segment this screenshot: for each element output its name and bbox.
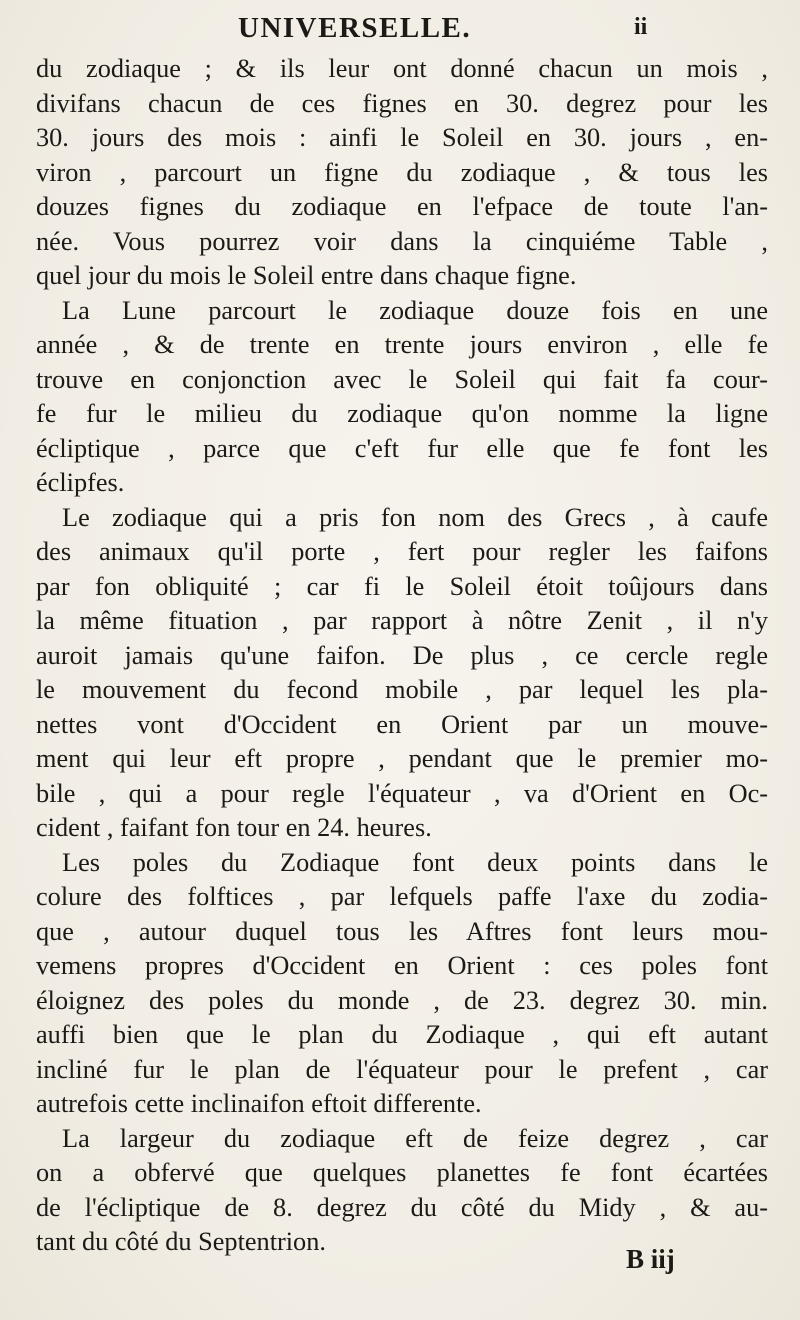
text-line: auroit jamais qu'une faifon. De plus , ce cercle regle xyxy=(36,640,768,670)
text-line: écliptique , parce que c'eft fur elle que fe font les xyxy=(36,433,768,463)
text-line: Les poles du Zodiaque font deux points dans le xyxy=(62,847,768,877)
running-head: UNIVERSELLE. xyxy=(238,12,472,44)
text-line: que , autour duquel tous les Aftres font leurs mou- xyxy=(36,916,768,946)
text-line: éloignez des poles du monde , de 23. degrez 30. min. xyxy=(36,985,768,1015)
text-line: tant du côté du Septentrion. xyxy=(36,1227,326,1256)
paragraph xyxy=(36,1122,768,1260)
text-line: divifans chacun de ces fignes en 30. degrez pour les xyxy=(36,88,768,118)
text-line: on a obfervé que quelques planettes fe font écartées xyxy=(36,1158,768,1187)
text-line: année , & de trente en trente jours environ , elle fe xyxy=(36,330,768,359)
paragraph xyxy=(36,294,768,501)
text-line: ment qui leur eft propre , pendant que le premier mo- xyxy=(36,744,768,773)
text-line: vemens propres d'Occident en Orient : ces poles font xyxy=(36,951,768,980)
text-line: La largeur du zodiaque eft de feize degrez , car xyxy=(62,1123,768,1153)
body-text xyxy=(36,52,768,1260)
text-line: le mouvement du fecond mobile , par lequel les pla- xyxy=(36,675,768,704)
page-header xyxy=(238,12,658,52)
text-line: bile , qui a pour regle l'équateur , va d'Orient en Oc- xyxy=(36,778,768,808)
text-line: La Lune parcourt le zodiaque douze fois en une xyxy=(62,295,768,325)
text-line: douzes fignes du zodiaque en l'efpace de toute l'an- xyxy=(36,192,768,221)
text-line: quel jour du mois le Soleil entre dans chaque figne. xyxy=(36,261,577,290)
text-line: par fon obliquité ; car fi le Soleil étoit toûjours dans xyxy=(36,571,768,601)
text-line: de l'écliptique de 8. degrez du côté du Midy , & au- xyxy=(36,1192,768,1222)
paragraph xyxy=(36,52,768,294)
text-line: des animaux qu'il porte , fert pour regler les faifons xyxy=(36,537,768,566)
text-line: viron , parcourt un figne du zodiaque , & tous les xyxy=(36,157,768,187)
text-line: du zodiaque ; & ils leur ont donné chacun un mois , xyxy=(36,54,768,83)
text-line: cident , faifant fon tour en 24. heures. xyxy=(36,813,432,842)
text-line: 30. jours des mois : ainfi le Soleil en 30. jours , en- xyxy=(36,123,768,152)
paragraph xyxy=(36,846,768,1122)
paragraph xyxy=(36,501,768,846)
text-line: autrefois cette inclinaifon eftoit differente. xyxy=(36,1089,482,1118)
text-line: trouve en conjonction avec le Soleil qui fait fa cour- xyxy=(36,364,768,394)
text-line: Le zodiaque qui a pris fon nom des Grecs , à caufe xyxy=(62,502,768,532)
signature-mark: B iij xyxy=(626,1244,675,1274)
text-line: fe fur le milieu du zodiaque qu'on nomme la ligne xyxy=(36,399,768,428)
text-line: la même fituation , par rapport à nôtre Zenit , il n'y xyxy=(36,606,768,635)
text-line: nettes vont d'Occident en Orient par un mouve- xyxy=(36,709,768,739)
page-number: ii xyxy=(634,14,648,40)
text-line: auffi bien que le plan du Zodiaque , qui eft autant xyxy=(36,1020,768,1049)
text-line: colure des folftices , par lefquels paffe l'axe du zodia- xyxy=(36,882,768,911)
text-line: incliné fur le plan de l'équateur pour le prefent , car xyxy=(36,1054,768,1084)
text-line: née. Vous pourrez voir dans la cinquiéme Table , xyxy=(36,226,768,256)
text-line: éclipfes. xyxy=(36,468,125,497)
